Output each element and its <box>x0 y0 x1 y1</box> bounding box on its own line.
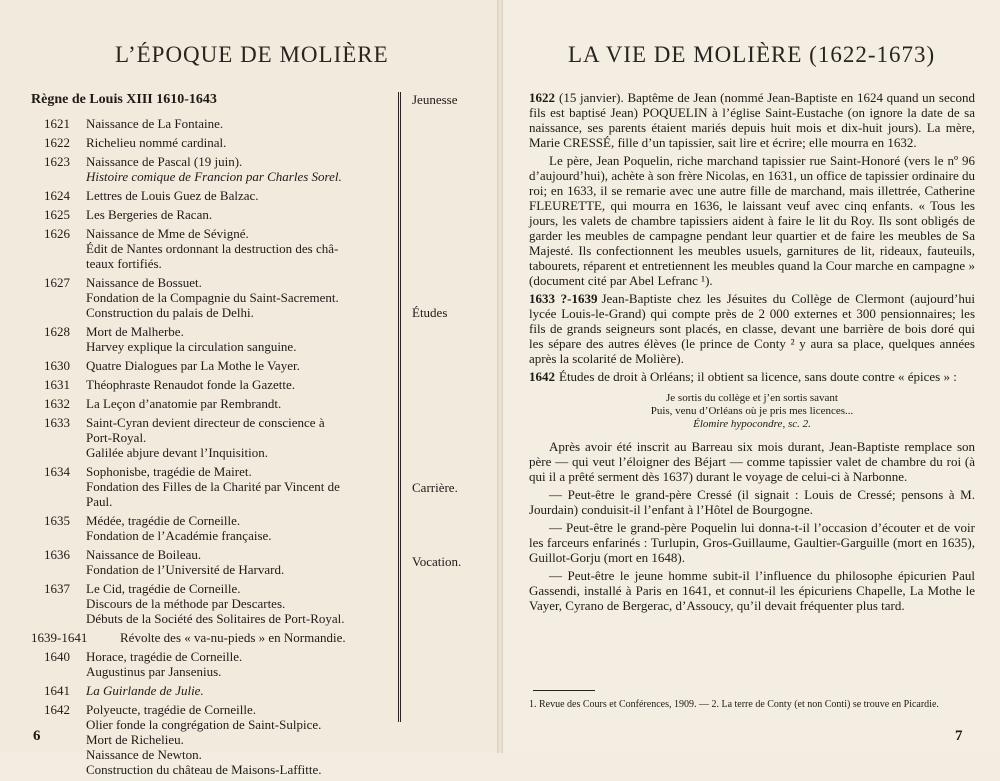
biography-paragraph <box>529 291 975 366</box>
timeline-entry <box>0 154 395 184</box>
entry-year: 1631 <box>44 377 70 392</box>
entry-line: Discours de la méthode par Descartes. <box>86 596 286 611</box>
timeline-entry <box>0 358 395 373</box>
verse-quote <box>529 392 975 431</box>
entry-line: Construction du château de Maisons-Laffitte. <box>86 762 322 777</box>
timeline-entry <box>0 324 395 354</box>
biography-paragraph: Après avoir été inscrit au Barreau six mois durant, Jean-Baptiste remplace son père — qui veut l’éloigner des Béjart — comme tapissier valet de chambre du roi (à qui il a prêté serment dès 1637) durant le voyage de celui-ci à Narbonne. <box>529 439 975 484</box>
biography-text <box>529 90 975 616</box>
right-page <box>503 0 1000 753</box>
entry-year: 1624 <box>44 188 70 203</box>
page-number: 6 <box>33 728 41 744</box>
entry-line: Saint-Cyran devient directeur de conscience à <box>86 415 325 430</box>
entry-year: 1639-1641 <box>31 630 88 645</box>
entry-line: Quatre Dialogues par La Mothe le Vayer. <box>86 358 300 373</box>
timeline-entry <box>0 513 395 543</box>
right-page-title: LA VIE DE MOLIÈRE (1622-1673) <box>568 42 936 67</box>
timeline-entry <box>0 547 395 577</box>
paragraph-text: Jean-Baptiste chez les Jésuites du Collège de Clermont (aujourd’hui lycée Louis-le-Grand) qui compte près de 2 000 externes et 300 pensionnaires; les fils de grands seigneurs sont placés, en classe, devant une barrière de bois doré qui les sépare des autres élèves (le prince de Conty ² y aura sa place, quelques années après la scolarité de Molière). <box>529 291 975 366</box>
entry-year: 1635 <box>44 513 70 528</box>
paragraph-text: (15 janvier). Baptême de Jean (nommé Jean-Baptiste en 1624 quand un second fils est baptisé Jean) POQUELIN à l’église Saint-Eustache (on ignore la date de sa naissance, ses parents étaient mariés depuis huit mois et dix-huit jours). La mère, Marie CRESSÉ, fille d’un tapissier, sait lire et écrire; elle mourra en 1632. <box>529 90 975 150</box>
page-number: 7 <box>955 728 963 744</box>
timeline-entry <box>0 464 395 509</box>
entry-year: 1628 <box>44 324 70 339</box>
entry-line: Naissance de La Fontaine. <box>86 116 224 131</box>
timeline-entry <box>0 135 395 150</box>
entry-line: Naissance de Bossuet. <box>86 275 202 290</box>
timeline-entry <box>0 702 395 777</box>
entry-year: 1627 <box>44 275 70 290</box>
entry-line: teaux fortifiés. <box>86 256 162 271</box>
entry-line: Fondation de la Compagnie du Saint-Sacrement. <box>86 290 339 305</box>
left-page-title: L’ÉPOQUE DE MOLIÈRE <box>115 42 389 67</box>
entry-line: Théophraste Renaudot fonde la Gazette. <box>86 377 295 392</box>
entry-year: 1632 <box>44 396 70 411</box>
timeline-entry <box>0 226 395 271</box>
entry-year: 1633 <box>44 415 70 430</box>
entry-year: 1622 <box>44 135 70 150</box>
paragraph-year: 1633 ?-1639 <box>529 291 598 306</box>
timeline-entry <box>0 188 395 203</box>
column-divider <box>398 92 401 722</box>
timeline-entry <box>0 116 395 131</box>
entry-line: Fondation de l’Université de Harvard. <box>86 562 285 577</box>
entry-year: 1636 <box>44 547 70 562</box>
quote-line: Puis, venu d’Orléans où je pris mes licences... <box>650 405 854 417</box>
footnote: 1. Revue des Cours et Conférences, 1909. — 2. La terre de Conty (et non Conti) se trouve en Picardie. <box>529 699 939 710</box>
paragraph-year: 1622 <box>529 90 555 105</box>
entry-year: 1640 <box>44 649 70 664</box>
biography-paragraph: — Peut-être le grand-père Cressé (il signait : Louis de Cressé; pensons à M. Jourdain) conduisit-il l’enfant à l’Hôtel de Bourgogne. <box>529 487 975 517</box>
entry-line: Polyeucte, tragédie de Corneille. <box>86 702 257 717</box>
entry-line: Naissance de Mme de Sévigné. <box>86 226 249 241</box>
entry-line: Mort de Malherbe. <box>86 324 184 339</box>
entry-line: Sophonisbe, tragédie de Mairet. <box>86 464 252 479</box>
timeline-entry <box>0 630 395 645</box>
entry-line: La Guirlande de Julie. <box>86 683 204 698</box>
timeline-entry <box>0 377 395 392</box>
entry-line: Fondation de l’Académie française. <box>86 528 272 543</box>
paragraph-year: 1642 <box>529 369 555 384</box>
entry-line: Horace, tragédie de Corneille. <box>86 649 243 664</box>
biography-paragraph <box>529 90 975 150</box>
entry-year: 1621 <box>44 116 70 131</box>
biography-paragraph: — Peut-être le grand-père Poquelin lui donna-t-il l’occasion d’écouter et de voir les farceurs enfarinés : Turlupin, Gros-Guillaume, Gaultier-Garguille (mort en 1635), Guillot-Gorju (mort en 1648). <box>529 520 975 565</box>
entry-line: Mort de Richelieu. <box>86 732 184 747</box>
biography-paragraph <box>529 153 975 288</box>
entry-line: Galilée abjure devant l’Inquisition. <box>86 445 268 460</box>
events-timeline <box>0 116 395 781</box>
entry-year: 1625 <box>44 207 70 222</box>
entry-line: Médée, tragédie de Corneille. <box>86 513 241 528</box>
entry-line: Naissance de Boileau. <box>86 547 202 562</box>
entry-line: Lettres de Louis Guez de Balzac. <box>86 188 259 203</box>
entry-line: Naissance de Pascal (19 juin). <box>86 154 243 169</box>
timeline-entry <box>0 649 395 679</box>
reign-heading: Règne de Louis XIII 1610-1643 <box>31 92 217 107</box>
biography-paragraph <box>529 369 975 384</box>
biography-paragraph: — Peut-être le jeune homme subit-il l’influence du philosophe épicurien Paul Gassendi, installé à Paris en 1641, et connut-il les épicuriens Chapelle, La Mothe le Vayer, Cyrano de Bergerac, d’Assoucy, qu’il devait fréquenter plus tard. <box>529 568 975 613</box>
period-label: Carrière. <box>412 480 458 495</box>
entry-line: Édit de Nantes ordonnant la destruction des châ- <box>86 241 339 256</box>
entry-year: 1623 <box>44 154 70 169</box>
entry-year: 1626 <box>44 226 70 241</box>
entry-line: Le Cid, tragédie de Corneille. <box>86 581 241 596</box>
entry-line: Olier fonde la congrégation de Saint-Sulpice. <box>86 717 322 732</box>
entry-line: Débuts de la Société des Solitaires de Port-Royal. <box>86 611 345 626</box>
entry-line: Construction du palais de Delhi. <box>86 305 254 320</box>
timeline-entry <box>0 683 395 698</box>
entry-year: 1634 <box>44 464 70 479</box>
timeline-entry <box>0 396 395 411</box>
timeline-entry <box>0 581 395 626</box>
entry-line: Paul. <box>86 494 113 509</box>
entry-line: Fondation des Filles de la Charité par Vincent de <box>86 479 340 494</box>
entry-year: 1630 <box>44 358 70 373</box>
entry-line: Harvey explique la circulation sanguine. <box>86 339 297 354</box>
entry-year: 1641 <box>44 683 70 698</box>
entry-line: Les Bergeries de Racan. <box>86 207 213 222</box>
entry-line: Naissance de Newton. <box>86 747 202 762</box>
entry-line: Histoire comique de Francion par Charles Sorel. <box>86 169 342 184</box>
timeline-entry <box>0 415 395 460</box>
entry-line: Augustinus par Jansenius. <box>86 664 222 679</box>
quote-source: Élomire hypocondre, sc. 2. <box>693 418 811 430</box>
period-label: Vocation. <box>412 554 462 569</box>
entry-line: Révolte des « va-nu-pieds » en Normandie. <box>120 630 346 645</box>
footnote-rule <box>533 690 595 691</box>
period-label: Études <box>412 305 448 320</box>
quote-line: Je sortis du collège et j’en sortis savant <box>666 392 838 404</box>
paragraph-text: Études de droit à Orléans; il obtient sa licence, sans doute contre « épices » : <box>559 369 957 384</box>
left-page <box>0 0 497 777</box>
entry-line: Port-Royal. <box>86 430 147 445</box>
entry-line: La Leçon d’anatomie par Rembrandt. <box>86 396 282 411</box>
entry-year: 1637 <box>44 581 70 596</box>
timeline-entry <box>0 275 395 320</box>
entry-line: Richelieu nommé cardinal. <box>86 135 227 150</box>
period-label: Jeunesse <box>412 92 458 107</box>
paragraph-text: Le père, Jean Poquelin, riche marchand tapissier rue Saint-Honoré (vers le nº 96 d’aujourd’hui), achète à son frère Nicolas, en 1631, un office de tapissier ordinaire du roi; en 1633, il se remarie avec une autre fille de marchand, mais illettrée, Catherine FLEURETTE, qui mourra en 1636, le laissant veuf avec cinq enfants. « Tous les jours, les valets de chambre tapissiers aident à faire le lit du Roy. Ils sont obligés de garder les meubles de campagne pendant leur quartier et de faire les meubles de Sa Majesté. Ils confectionnent les meubles usuels, garnitures de lit, rideaux, fauteuils, tabourets, réparent et entretiennent les meubles quand la Cour marche en campagne » (document cité par Abel Lefranc ¹). <box>529 153 975 288</box>
timeline-entry <box>0 207 395 222</box>
entry-year: 1642 <box>44 702 70 717</box>
